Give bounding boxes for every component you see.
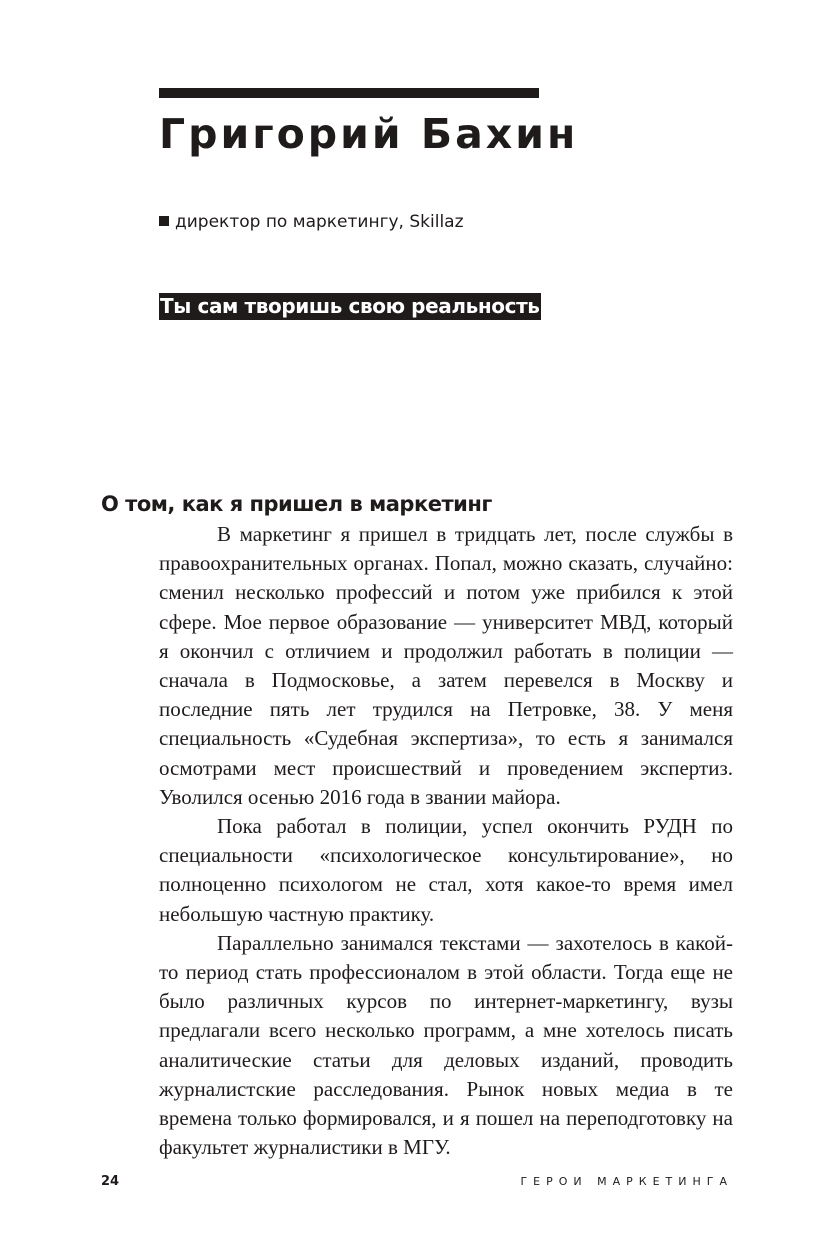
bullet-square-icon [159, 216, 169, 226]
author-role-text: директор по маркетингу, Skillaz [175, 212, 464, 232]
page-number: 24 [101, 1174, 120, 1189]
author-name: Григорий Бахин [159, 110, 579, 158]
author-role [159, 209, 464, 235]
paragraph: Параллельно занимался текстами — захотелось в какой-то период стать профессионалом в этой области. Тогда еще не было различных курсов по интернет-маркетингу, вузы предлагали всего несколько программ, а мне хотелось писать аналитические статьи для деловых изданий, проводить журналистские расследования. Рынок новых медиа в те времена только формировался, и я пошел на переподготовку на факультет журналистики в МГУ. [159, 930, 733, 1160]
top-rule [159, 88, 539, 98]
paragraph: Пока работал в полиции, успел окончить РУДН по специальности «психологическое консультирование», но полноценно психологом не стал, хотя какое-то время имел небольшую частную практику. [159, 814, 733, 926]
article-body [159, 520, 733, 1162]
running-title: ГЕРОИ МАРКЕТИНГА [520, 1175, 733, 1188]
paragraph: В маркетинг я пришел в тридцать лет, после службы в правоохранительных органах. Попал, можно сказать, случайно: сменил несколько профессий и потом уже прибился к этой сфере. Мое первое образование — университет МВД, который я окончил с отличием и продолжил работать в полиции — сначала в Подмосковье, а затем перевелся в Москву и последние пять лет трудился на Петровке, 38. У меня специальность «Судебная экспертиза», то есть я занимался осмотрами мест происшествий и проведением экспертиз. Уволился осенью 2016 года в звании майора. [159, 522, 733, 809]
section-heading: О том, как я пришел в маркетинг [101, 492, 492, 516]
tagline: Ты сам творишь свою реальность [160, 294, 540, 318]
